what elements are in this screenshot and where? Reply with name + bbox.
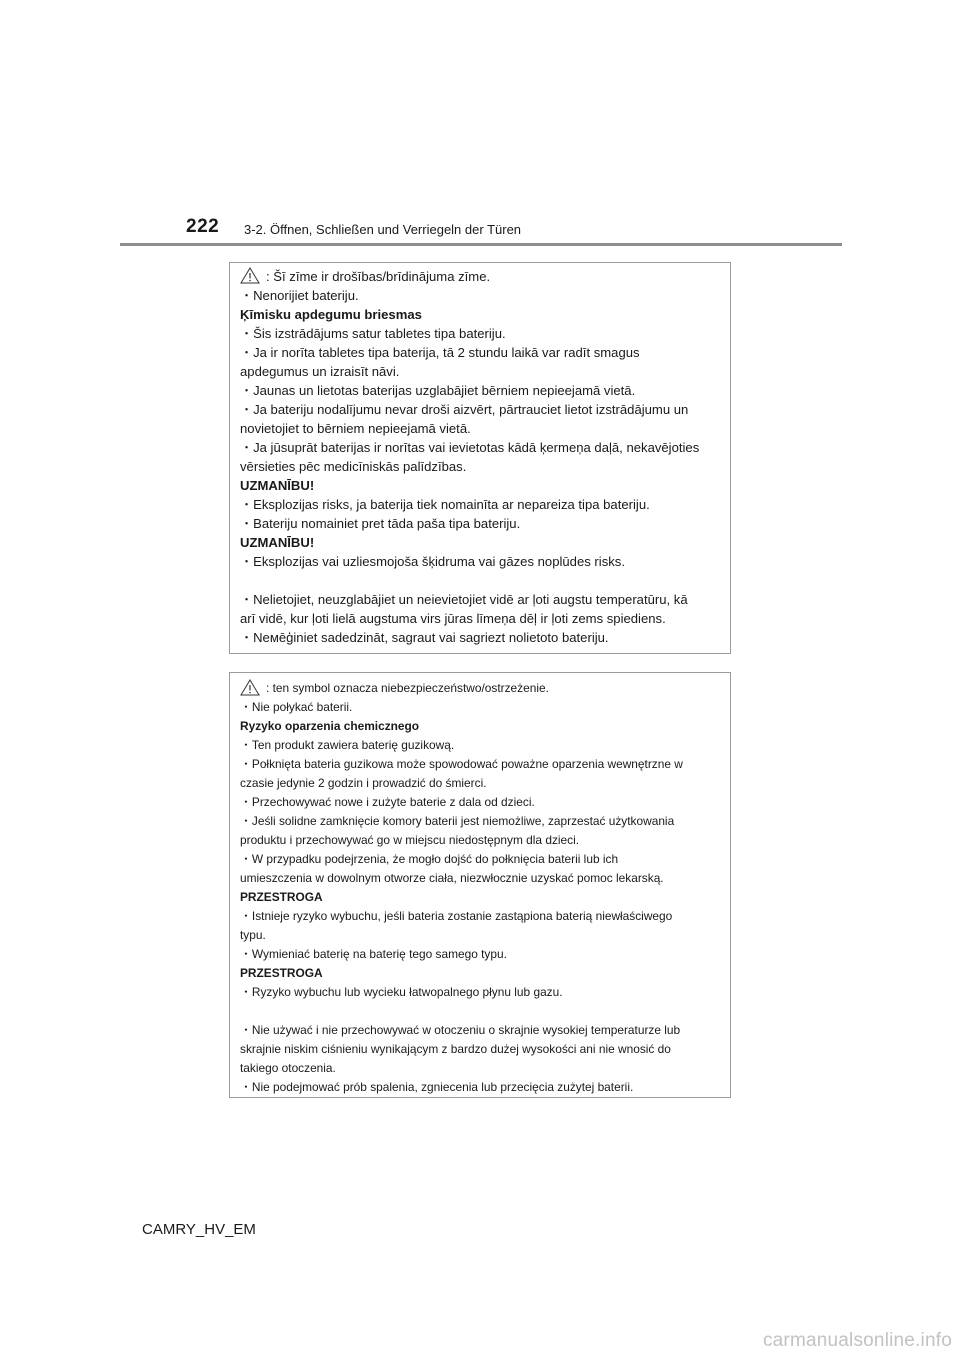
warning-line: ・Ja ir norīta tabletes tipa baterija, tā 2 stundu laikā var radīt smagus: [240, 345, 640, 360]
warning-triangle-icon: [240, 267, 260, 284]
symbol-legend-text: : Šī zīme ir drošības/brīdinājuma zīme.: [266, 269, 491, 284]
warning-line: ・Ten produkt zawiera baterię guzikową.: [240, 738, 455, 752]
warning-line: ・W przypadku podejrzenia, że mogło dojść do połknięcia baterii lub ich: [240, 852, 619, 866]
blank-line: [240, 1002, 724, 1021]
warning-line: ・Jeśli solidne zamknięcie komory baterii jest niemożliwe, zaprzestać użytkowania: [240, 814, 675, 828]
caution-heading: UZMANĪBU!: [240, 478, 315, 493]
warning-box-latvian: [229, 262, 731, 654]
warning-line: ・Eksplozijas risks, ja baterija tiek nomainīta ar nepareiza tipa bateriju.: [240, 497, 650, 512]
warning-line: ・Przechowywać nowe i zużyte baterie z dala od dzieci.: [240, 795, 535, 809]
warning-line: ・Nie używać i nie przechowywać w otoczeniu o skrajnie wysokiej temperaturze lub: [240, 1023, 681, 1037]
symbol-legend-text: : ten symbol oznacza niebezpieczeństwo/ostrzeżenie.: [266, 681, 549, 695]
blank-line: [240, 571, 724, 590]
warning-line: umieszczenia w dowolnym otworze ciała, niezwłocznie uzyskać pomoc lekarską.: [240, 871, 664, 885]
warning-line: apdegumus un izraisīt nāvi.: [240, 364, 400, 379]
model-code: CAMRY_HV_EM: [142, 1221, 256, 1238]
warning-line: arī vidē, kur ļoti lielā augstuma virs jūras līmeņa dēļ ir ļoti zems spiediens.: [240, 611, 666, 626]
warning-line: typu.: [240, 928, 266, 942]
warning-line: ・Bateriju nomainiet pret tāda paša tipa bateriju.: [240, 516, 521, 531]
warning-line: vērsieties pēc medicīniskās palīdzības.: [240, 459, 467, 474]
warning-line: ・Połknięta bateria guzikowa może spowodować poważne oparzenia wewnętrzne w: [240, 757, 683, 771]
warning-line: czasie jedynie 2 godzin i prowadzić do śmierci.: [240, 776, 487, 790]
page-number: 222: [186, 216, 220, 237]
warning-heading: Ryzyko oparzenia chemicznego: [240, 719, 420, 733]
warning-triangle-icon: [240, 679, 260, 696]
warning-line: ・Jaunas un lietotas baterijas uzglabājiet bērniem nepieejamā vietā.: [240, 383, 636, 398]
warning-line: takiego otoczenia.: [240, 1061, 336, 1075]
header-divider: [120, 243, 842, 246]
caution-heading: PRZESTROGA: [240, 890, 323, 904]
warning-line: ・Nie połykać baterii.: [240, 700, 353, 714]
caution-heading: PRZESTROGA: [240, 966, 323, 980]
warning-line: ・Nenorijiet bateriju.: [240, 288, 359, 303]
warning-line: ・Nelietojiet, neuzglabājiet un neievietojiet vidē ar ļoti augstu temperatūru, kā: [240, 592, 688, 607]
warning-heading: Ķīmisku apdegumu briesmas: [240, 307, 422, 322]
warning-line: ・Ja jūsuprāt baterijas ir norītas vai ievietotas kādā ķermeņa daļā, nekavējoties: [240, 440, 700, 455]
symbol-legend-line: [240, 679, 724, 698]
warning-line: ・Ja bateriju nodalījumu nevar droši aizvērt, pārtrauciet lietot izstrādājumu un: [240, 402, 689, 417]
warning-line: ・Istnieje ryzyko wybuchu, jeśli bateria zostanie zastąpiona baterią niewłaściwego: [240, 909, 673, 923]
warning-line: skrajnie niskim ciśnieniu wynikającym z bardzo dużej wysokości ani nie wnosić do: [240, 1042, 671, 1056]
section-title: 3-2. Öffnen, Schließen und Verriegeln der Türen: [244, 222, 522, 237]
warning-line: ・Ryzyko wybuchu lub wycieku łatwopalnego płynu lub gazu.: [240, 985, 563, 999]
warning-box-polish: [229, 672, 731, 1098]
warning-line: ・Šis izstrādājums satur tabletes tipa bateriju.: [240, 326, 506, 341]
warning-line: ・Wymieniać baterię na baterię tego samego typu.: [240, 947, 507, 961]
watermark: carmanualsonline.info: [762, 1330, 952, 1351]
warning-line: ・Nie podejmować prób spalenia, zgniecenia lub przecięcia zużytej baterii.: [240, 1080, 634, 1094]
warning-line: ・Neмēģiniet sadedzināt, sagraut vai sagriezt nolietoto bateriju.: [240, 630, 609, 645]
caution-heading: UZMANĪBU!: [240, 535, 315, 550]
warning-line: produktu i przechowywać go w miejscu niedostępnym dla dzieci.: [240, 833, 580, 847]
warning-line: ・Eksplozijas vai uzliesmojoša šķidruma vai gāzes noplūdes risks.: [240, 554, 625, 569]
warning-line: novietojiet to bērniem nepieejamā vietā.: [240, 421, 471, 436]
symbol-legend-line: [240, 267, 724, 286]
